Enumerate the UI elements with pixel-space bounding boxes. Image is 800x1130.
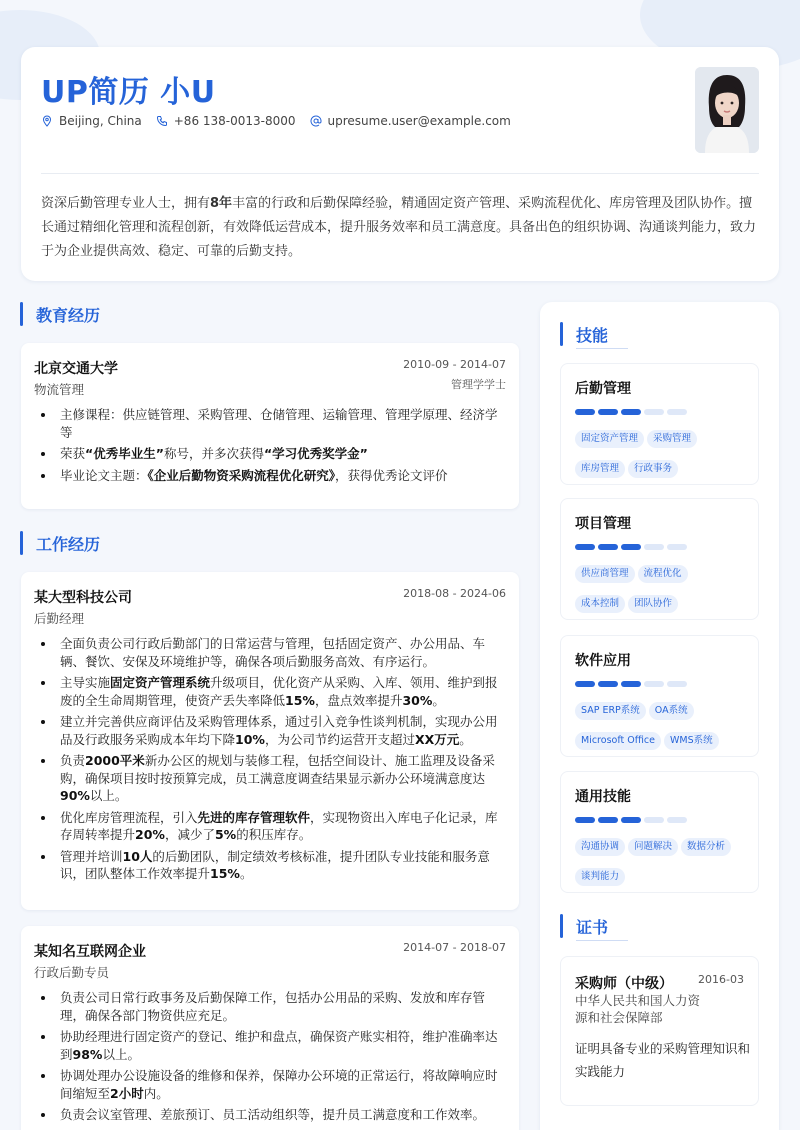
list-item: 协助经理进行固定资产的登记、维护和盘点，确保资产账实相符，维护准确率达到98%以上。 xyxy=(34,1028,506,1063)
section-accent-bar xyxy=(560,914,563,938)
title-underline xyxy=(576,348,628,349)
job-date: 2018-08 - 2024-06 xyxy=(403,587,506,600)
job-role: 行政后勤专员 xyxy=(34,965,110,980)
job-date: 2014-07 - 2018-07 xyxy=(403,941,506,954)
section-accent-bar xyxy=(20,302,23,326)
phone-icon xyxy=(156,115,168,127)
certificate-card xyxy=(560,956,759,1106)
skill-level-dot xyxy=(667,409,687,415)
header-divider xyxy=(41,173,759,174)
skill-level-dot xyxy=(621,817,641,823)
company-name: 某大型科技公司 xyxy=(34,590,132,606)
major: 物流管理 xyxy=(34,382,85,397)
certificate-date: 2016-03 xyxy=(698,973,744,986)
education-section-header xyxy=(20,302,100,326)
company-name: 某知名互联网企业 xyxy=(34,944,146,960)
skill-level-indicator xyxy=(575,409,690,415)
list-item: 主修课程：供应链管理、采购管理、仓储管理、运输管理、管理学原理、经济学等 xyxy=(34,406,506,441)
skills-title: 技能 xyxy=(576,325,609,345)
skill-group-name: 后勤管理 xyxy=(575,381,631,397)
work-title: 工作经历 xyxy=(36,534,101,554)
skill-group-name: 项目管理 xyxy=(575,516,631,532)
skill-group-card xyxy=(560,771,759,893)
skill-tag: OA系统 xyxy=(649,702,694,720)
skill-level-dot xyxy=(644,817,664,823)
job-bullets xyxy=(34,635,506,883)
skill-level-dot xyxy=(621,544,641,550)
list-item: 毕业论文主题：《企业后勤物资采购流程优化研究》，获得优秀论文评价 xyxy=(34,467,506,485)
skill-tags xyxy=(575,561,755,621)
email-text: upresume.user@example.com xyxy=(327,114,511,128)
skill-tag: 沟通协调 xyxy=(575,838,625,856)
skill-level-dot xyxy=(575,409,595,415)
skill-tag: 成本控制 xyxy=(575,595,625,613)
work-section-header xyxy=(20,531,100,555)
section-accent-bar xyxy=(560,322,563,346)
title-underline xyxy=(576,940,628,941)
job-bullets xyxy=(34,989,506,1124)
skill-tag: 谈判能力 xyxy=(575,868,625,886)
skill-tag: 行政事务 xyxy=(628,460,678,478)
profile-summary: 资深后勤管理专业人士，拥有8年丰富的行政和后勤保障经验，精通固定资产管理、采购流程优化、库房管理及团队协作。擅长通过精细化管理和流程创新，有效降低运营成本，提升服务效率和员工满意度。具备出色的组织协调、沟通谈判能力，致力于为企业提供高效、稳定、可靠的后勤支持。 xyxy=(41,196,757,259)
skill-tag: 团队协作 xyxy=(628,595,678,613)
phone-text: +86 138-0013-8000 xyxy=(173,114,296,128)
job-role: 后勤经理 xyxy=(34,611,85,626)
education-title: 教育经历 xyxy=(36,305,101,325)
skill-tag: 固定资产管理 xyxy=(575,430,644,448)
skill-tag: 问题解决 xyxy=(628,838,678,856)
skill-level-indicator xyxy=(575,544,690,550)
education-card xyxy=(21,343,519,509)
skill-level-indicator xyxy=(575,817,690,823)
contact-row xyxy=(41,114,525,128)
skills-section-header xyxy=(560,322,608,346)
skill-level-dot xyxy=(667,544,687,550)
skill-tag: 供应商管理 xyxy=(575,565,635,583)
phone[interactable] xyxy=(156,114,296,128)
at-sign-icon xyxy=(310,115,322,127)
skill-tag: SAP ERP系统 xyxy=(575,702,646,720)
header-card xyxy=(21,47,779,281)
skill-tags xyxy=(575,698,755,758)
skill-tag: WMS系统 xyxy=(664,732,719,750)
skill-tag: 流程优化 xyxy=(638,565,688,583)
certificate-issuer: 中华人民共和国人力资源和社会保障部 xyxy=(575,993,701,1025)
email[interactable] xyxy=(310,114,511,128)
job-card-1 xyxy=(21,572,519,910)
skill-tags xyxy=(575,426,755,486)
skill-level-dot xyxy=(575,817,595,823)
skill-group-name: 软件应用 xyxy=(575,653,631,669)
list-item: 全面负责公司行政后勤部门的日常运营与管理，包括固定资产、办公用品、车辆、餐饮、安保及环境维护等，确保各项后勤服务高效、有序运行。 xyxy=(34,635,506,670)
profile-photo xyxy=(695,67,759,153)
skill-group-card xyxy=(560,498,759,620)
skill-level-dot xyxy=(598,544,618,550)
skill-level-dot xyxy=(621,409,641,415)
skill-group-name: 通用技能 xyxy=(575,789,631,805)
list-item: 负责2000平米新办公区的规划与装修工程，包括空间设计、施工监理及设备采购，确保项目按时按预算完成，员工满意度调查结果显示新办公环境满意度达90%以上。 xyxy=(34,752,506,805)
list-item: 主导实施固定资产管理系统升级项目，优化资产从采购、入库、领用、维护到报废的全生命周期管理，使资产丢失率降低15%，盘点效率提升30%。 xyxy=(34,674,506,709)
location-text: Beijing, China xyxy=(59,114,142,128)
skill-level-dot xyxy=(598,681,618,687)
skill-level-dot xyxy=(644,544,664,550)
skill-level-dot xyxy=(667,681,687,687)
certificates-title: 证书 xyxy=(576,917,609,937)
skill-tag: 数据分析 xyxy=(681,838,731,856)
skill-tag: 库房管理 xyxy=(575,460,625,478)
skill-level-dot xyxy=(598,817,618,823)
skill-tag: Microsoft Office xyxy=(575,732,661,750)
skill-tag: 采购管理 xyxy=(647,430,697,448)
list-item: 管理并培训10人的后勤团队，制定绩效考核标准，提升团队专业技能和服务意识，团队整体工作效率提升15%。 xyxy=(34,848,506,883)
list-item: 建立并完善供应商评估及采购管理体系，通过引入竞争性谈判机制，实现办公用品及行政服务采购成本年均下降10%，为公司节约运营开支超过XX万元。 xyxy=(34,713,506,748)
location-pin-icon xyxy=(41,115,53,127)
section-accent-bar xyxy=(20,531,23,555)
education-date: 2010-09 - 2014-07 xyxy=(403,358,506,371)
skill-tags xyxy=(575,834,755,894)
skill-level-dot xyxy=(575,681,595,687)
skill-level-dot xyxy=(621,681,641,687)
education-bullets xyxy=(34,406,506,484)
skill-group-card xyxy=(560,635,759,757)
skill-level-dot xyxy=(644,409,664,415)
skill-level-dot xyxy=(667,817,687,823)
job-card-2 xyxy=(21,926,519,1130)
list-item: 协调处理办公设施设备的维修和保养，保障办公环境的正常运行，将故障响应时间缩短至2小时内。 xyxy=(34,1067,506,1102)
certificate-description: 证明具备专业的采购管理知识和实践能力 xyxy=(575,1041,751,1079)
skill-level-dot xyxy=(644,681,664,687)
skill-level-dot xyxy=(598,409,618,415)
list-item: 负责会议室管理、差旅预订、员工活动组织等，提升员工满意度和工作效率。 xyxy=(34,1106,506,1124)
candidate-name: UP简历 小U xyxy=(41,75,216,110)
list-item: 负责公司日常行政事务及后勤保障工作，包括办公用品的采购、发放和库存管理，确保各部门物资供应充足。 xyxy=(34,989,506,1024)
list-item: 荣获“优秀毕业生”称号，并多次获得“学习优秀奖学金” xyxy=(34,445,506,463)
degree: 管理学学士 xyxy=(451,378,506,391)
skill-group-card xyxy=(560,363,759,485)
school-name: 北京交通大学 xyxy=(34,361,118,377)
certificate-name: 采购师（中级） xyxy=(575,976,673,992)
list-item: 优化库房管理流程，引入先进的库存管理软件，实现物资出入库电子化记录，库存周转率提升20%，减少了5%的积压库存。 xyxy=(34,809,506,844)
location xyxy=(41,114,142,128)
skill-level-dot xyxy=(575,544,595,550)
certificates-section-header xyxy=(560,914,608,938)
skill-level-indicator xyxy=(575,681,690,687)
